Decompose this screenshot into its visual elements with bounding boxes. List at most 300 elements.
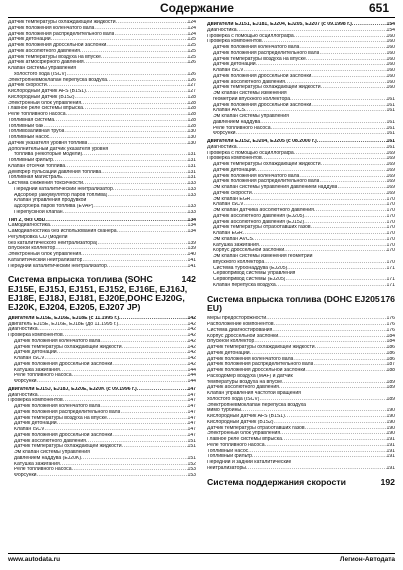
toc-page-ref: 140 (187, 252, 196, 257)
toc-entry-title: Реле топливного насоса (8, 112, 66, 117)
page-title: Содержание (160, 1, 234, 15)
toc-entry-title: Датчик температуры охлаждающей жидкости (14, 444, 122, 450)
toc-page-ref: 161 (386, 96, 395, 102)
toc-entry-title: Катушка зажигания (213, 242, 259, 248)
toc-page-ref: 147 (187, 432, 196, 438)
toc-entry-title: Датчик положения распределительного вала (8, 31, 115, 37)
toc-entry-title: Клапан AVCS (213, 108, 246, 114)
toc-entry-title: Реле топливного насоса (14, 373, 72, 379)
toc-page-ref: 133 (187, 209, 196, 215)
toc-entry-title: Двигатели EJ151, EJ181, EJ204, EJ205, EJ207 (с 09.1998 г.) (207, 22, 352, 27)
toc-page-ref: 124 (187, 31, 196, 37)
toc-entry-title: Система турбонаддува (EJ205) (213, 265, 288, 271)
toc-section-title: Система впрыска топлива (DOHC EJ205 EU) (207, 293, 380, 313)
toc-entry-title: Датчик положения дроссельной заслонки (213, 102, 312, 108)
toc-page-ref: 127 (187, 83, 196, 89)
toc-page-ref: 191 (386, 448, 395, 454)
toc-entry-title: Система снижения токсичности (8, 181, 84, 186)
toc-leader-dots (236, 131, 387, 137)
toc-entry-title: топлива (некоторые модели) (14, 152, 83, 158)
toc-page-ref: 170 (386, 202, 395, 208)
toc-entry-title: Клапан ISCV (213, 68, 244, 73)
toc-entry-title: Диагностика (8, 392, 38, 398)
toc-page-ref: 130 (187, 140, 196, 146)
toc-page-ref: 125 (187, 43, 196, 48)
toc-entry-title: Клапан системы управления (8, 66, 76, 71)
toc-entry-title: Передний каталитический нейтрализатор (14, 186, 113, 192)
toc-page-ref: 171 (386, 265, 395, 271)
toc-leader-dots (37, 473, 188, 479)
toc-entry-title: Дополнительный датчик указателя уровня (8, 146, 109, 152)
toc-page-ref: 161 (386, 108, 395, 114)
toc-entry-title: Датчик положения коленчатого вала (213, 45, 300, 50)
toc-page-ref: 160 (386, 39, 395, 45)
toc-page-ref: 160 (386, 50, 395, 56)
toc-entry-title: Проверка компонентов (8, 333, 63, 339)
toc-entry-title: Корпус дроссельной заслонки (207, 333, 279, 339)
toc-entry-title: Расположение компонентов (207, 322, 274, 328)
toc-entry-title: давлением наддува (213, 119, 261, 125)
toc-entry-title: Сервопривод системы (EJ205) (213, 277, 286, 282)
toc-page-ref: 125 (187, 54, 196, 60)
toc-page-ref: 128 (187, 117, 196, 123)
page-header (0, 0, 403, 17)
toc-entry[interactable] (8, 264, 196, 270)
toc-entry-title: Датчик абсолютного давления (EJ152) (213, 219, 305, 225)
toc-page-ref: 160 (386, 79, 395, 85)
toc-page-ref: 170 (386, 196, 395, 202)
toc-entry-title: Катушка зажигания (14, 461, 60, 467)
toc-page-ref: 176 (386, 316, 395, 322)
toc-page-ref: 144 (187, 379, 196, 385)
toc-page-ref: 133 (187, 192, 196, 198)
toc-entry-title: Электронный блок управления (8, 100, 82, 106)
toc-page-ref: 160 (386, 45, 395, 50)
toc-leader-dots (37, 379, 188, 385)
toc-entry-title: Датчик детонации (213, 62, 256, 68)
toc-page-ref: 189 (386, 396, 395, 402)
toc-entry-title: Клапан ISCV (213, 202, 244, 208)
toc-page-ref: 128 (187, 100, 196, 106)
toc-page-ref: 190 (386, 425, 395, 431)
toc-entry-title: Клапан управления продувкой (14, 198, 87, 204)
toc-page-ref: 128 (187, 94, 196, 100)
toc-entry-title: Топливная магистраль (8, 175, 62, 181)
toc-page-ref: 169 (386, 179, 395, 185)
toc-page-ref: 189 (386, 379, 395, 385)
toc-page-ref: 169 (386, 190, 395, 196)
toc-entry-title: Датчик положения дроссельной заслонки (14, 432, 113, 438)
toc-page-ref: 176 (386, 322, 395, 328)
toc-entry-title: Двигатели EJ15J, EJ18J, EJ20E, EJ20K (с 09.1996 г.) (8, 386, 137, 392)
toc-page-ref: 171 (386, 282, 395, 288)
toc-page-ref: 190 (386, 419, 395, 425)
toc-page-ref: 186 (386, 345, 395, 351)
toc-entry-title: Клапан управления частотой вращения (207, 391, 301, 397)
toc-page-ref: 191 (386, 437, 395, 443)
toc-entry-title: Датчик положения коленчатого вала (8, 25, 95, 31)
page-number: 651 (368, 1, 389, 15)
toc-page-ref: 147 (187, 404, 196, 410)
toc-entry-title: Электропневмоклапан перепуска воздуха (207, 402, 307, 408)
toc-page-ref: 133 (187, 186, 196, 192)
toc-entry-title: Датчик положения дроссельной заслонки (14, 361, 113, 367)
toc-page-ref: 142 (187, 356, 196, 362)
toc-page-ref: 186 (386, 350, 395, 356)
toc-entry-title: Эм клапан датчика абсолютного давления (213, 208, 314, 213)
toc-entry-title: Диагностика (207, 144, 237, 150)
toc-page-ref: 170 (386, 219, 395, 225)
toc-page-ref: 170 (386, 259, 395, 265)
toc-page-ref: 131 (187, 152, 196, 158)
toc-entry-title: холостого хода (ISCV) (207, 396, 260, 402)
toc-page-ref: 153 (187, 467, 196, 473)
toc-entry-title: Клапан ISCV (14, 356, 45, 362)
toc-page-ref: 127 (187, 89, 196, 94)
toc-page-ref: 190 (386, 408, 395, 414)
toc-page-ref: 170 (386, 236, 395, 242)
toc-entry-title: Регулировка CO (модели (8, 234, 68, 240)
toc-page-ref: 142 (187, 333, 196, 339)
toc-entry-title: Датчик температуры охлаждающей жидкости (213, 162, 321, 167)
toc-entry-title: Система диагностирования (207, 327, 273, 333)
toc-page-ref: 154 (386, 22, 395, 27)
header-rule (8, 17, 395, 18)
toc-entry-title: Расходомер воздуха (MAF) и датчик (207, 373, 293, 379)
toc-entry-title: Датчик положения коленчатого вала (207, 356, 294, 362)
toc-page-ref: 139 (187, 240, 196, 246)
toc-entry[interactable] (207, 131, 395, 137)
toc-page-ref: 186 (386, 356, 395, 362)
toc-page-ref: 133 (187, 204, 196, 209)
toc-entry-title: Проверка с помощью осциллографа (207, 33, 294, 39)
toc-page-ref: 161 (386, 102, 395, 108)
toc-page-ref: 170 (386, 231, 395, 236)
toc-entry-title: Впускной коллектор (8, 246, 56, 252)
toc-entry-title: Катушка зажигания (14, 367, 60, 373)
toc-page-ref: 124 (187, 20, 196, 25)
toc-entry-title: Форсунки (14, 473, 37, 479)
toc-leader-dots (63, 210, 188, 216)
toc-page-ref: 170 (386, 242, 395, 248)
toc-entry-title: Клапан перепуска воздуха (213, 282, 276, 288)
toc-page-ref: 126 (187, 60, 196, 66)
toc-page-ref: 141 (187, 257, 196, 263)
toc-entry[interactable] (8, 473, 196, 479)
toc-page-ref: 124 (187, 25, 196, 31)
toc-entry-title: Датчик положения распределительного вала (14, 409, 121, 415)
toc-page-ref: 142 (181, 274, 196, 285)
toc-page-ref: 184 (386, 339, 395, 345)
toc-entry-title: Датчик температуры охлаждающей жидкости (14, 344, 122, 350)
toc-page-ref: 142 (187, 338, 196, 344)
toc-entry-title: впускного коллектора (213, 259, 265, 265)
toc-entry-title: Форсунки (213, 131, 236, 137)
toc-page-ref: 131 (187, 158, 196, 163)
toc-entry-title: Датчик положения коленчатого вала (14, 404, 101, 410)
toc-entry-title: Датчик детонации (14, 350, 57, 356)
toc-page-ref: 169 (386, 156, 395, 162)
toc-entry-title: Эм клапан системы управления (213, 114, 289, 119)
toc-page-ref: 142 (187, 321, 196, 327)
toc-page-ref: 142 (187, 327, 196, 333)
toc-page-ref: 130 (187, 135, 196, 140)
toc-page-ref: 134 (187, 217, 196, 223)
toc-entry[interactable] (207, 283, 395, 289)
toc-entry-title: Двигатели EJ15E, EJ16E, EJ18E (с 11.1995 г.) (8, 315, 120, 321)
toc-page-ref: 170 (386, 248, 395, 254)
toc-entry-title: Датчик положения распределительного вала (207, 362, 314, 368)
toc-entry-title: Проверка компонентов (207, 39, 262, 45)
toc-page-ref: 151 (187, 455, 196, 461)
toc-entry-title: Топливный бак (8, 123, 44, 129)
toc-right-column (207, 20, 395, 490)
toc-page-ref: 160 (386, 73, 395, 79)
toc-page-ref: 190 (386, 414, 395, 420)
toc-entry-title: Датчик положения распределительного вала (213, 50, 320, 56)
toc-entry-title: Корпус дроссельной заслонки (213, 248, 285, 254)
toc-left-column (8, 20, 196, 479)
toc-section-heading[interactable] (8, 275, 196, 313)
toc-page-ref: 160 (386, 68, 395, 73)
toc-page-ref: 133 (187, 181, 196, 186)
toc-page-ref: 147 (187, 427, 196, 433)
toc-entry-title: Датчик положения дроссельной заслонки (8, 43, 107, 48)
toc-entry-title: Меры предосторожности (207, 316, 267, 322)
toc-entry-title: Форсунки (14, 379, 37, 385)
toc-page-ref: 142 (187, 361, 196, 367)
toc-entry-title: Датчик указателя уровня топлива (8, 140, 88, 146)
toc-page-ref: 187 (386, 362, 395, 368)
toc-entry-title: Датчик абсолютного давления (14, 438, 86, 444)
toc-entry-title: Главное реле системы впрыска (207, 437, 282, 443)
toc-page-ref: 126 (187, 71, 196, 77)
toc-page-ref: 141 (187, 263, 196, 269)
toc-page-ref: 191 (386, 465, 395, 471)
toc-entry-title: Датчик температуры охлаждающей жидкости (8, 20, 116, 25)
toc-page-ref: 153 (187, 473, 196, 479)
toc-entry-title: холостого хода (ISCV) (14, 71, 67, 77)
toc-page-ref: 161 (386, 139, 395, 144)
toc-entry-title: Топливозаливная труба (8, 129, 65, 135)
toc-entry-title: Датчик температуры воздуха на впуске (213, 56, 306, 62)
toc-entry-title: Топливный фильтр (207, 454, 252, 460)
toc-entry-title: мимо турбины (207, 408, 242, 414)
toc-entry-title: Датчик положения дроссельной заслонки (207, 368, 306, 374)
toc-entry-title: Перепускной клапан (14, 209, 63, 215)
toc-entry-title: Адсорбер (аккумулятор паров топлива) (14, 192, 108, 198)
toc-entry-title: Датчик абсолютного давления (207, 385, 279, 391)
toc-entry-title: Эм клапан системы изменения геометрии (213, 254, 313, 259)
toc-page-ref: 142 (187, 315, 196, 321)
toc-entry-title: Тип 2, без OBD (8, 217, 46, 223)
toc-page-ref: 144 (187, 373, 196, 379)
toc-entry-title: Диагностика (8, 327, 38, 333)
toc-entry-title: Датчик скорости (8, 83, 47, 89)
toc-entry-title: Демпфер пульсаций давления топлива (8, 169, 102, 175)
toc-page-ref: 151 (187, 444, 196, 450)
toc-page-ref: 130 (187, 129, 196, 135)
toc-page-ref: 190 (386, 431, 395, 437)
toc-entry-title: Датчик детонации (207, 350, 250, 356)
toc-page-ref: 144 (187, 367, 196, 373)
toc-page-ref: 169 (386, 162, 395, 167)
toc-entry-title: Датчик абсолютного давления (8, 48, 80, 54)
toc-entry-title: Датчик абсолютного давления (EJ205) (213, 213, 305, 219)
toc-entry-title: адсорбера паров топлива (EVAP) (14, 204, 94, 209)
toc-entry-title: Датчик атмосферного давления (8, 60, 84, 66)
toc-page-ref: 170 (386, 225, 395, 231)
toc-page-ref: 147 (187, 386, 196, 392)
toc-page-ref: 170 (386, 208, 395, 213)
toc-entry-title: Датчик положения дроссельной заслонки (213, 73, 312, 79)
toc-leader-dots (246, 466, 387, 472)
toc-page-ref: 171 (386, 277, 395, 282)
toc-entry-title: Кислородный датчик AFS (B1S1) (207, 414, 285, 420)
toc-entry-title: Впускной коллектор (207, 339, 255, 345)
toc-entry-title: Эм клапан AVCS (213, 236, 253, 242)
toc-entry-title: Проверка компонентов (207, 156, 262, 162)
toc-page-ref: 131 (187, 163, 196, 169)
toc-page-ref: 191 (386, 442, 395, 448)
toc-page-ref: 161 (386, 131, 395, 137)
toc-page-ref: 126 (187, 77, 196, 83)
toc-entry-title: Датчик детонации (14, 421, 57, 427)
toc-entry-title: Каталитический нейтрализатор (8, 257, 83, 263)
toc-entry-title: Клапан EGR (213, 231, 243, 236)
toc-section-heading[interactable] (207, 295, 395, 314)
toc-page-ref: 147 (187, 392, 196, 398)
toc-section-heading[interactable] (207, 478, 395, 487)
toc-entry-title: Топливный фильтр (8, 158, 53, 163)
toc-page-ref: 134 (187, 229, 196, 234)
toc-entry-title: Проверка компонентов (8, 398, 63, 404)
toc-entry-title: Датчик абсолютного давления (213, 79, 285, 85)
toc-entry-title: Диагностика (207, 27, 237, 33)
toc-entry-title: Эм клапан системы управления (14, 450, 90, 456)
toc-page-ref: 147 (187, 421, 196, 427)
toc-entry-title: Электронный блок управления (207, 431, 281, 437)
toc-entry-title: Электронный блок управления (8, 252, 82, 257)
toc-entry-title: Датчик скорости (213, 190, 252, 196)
toc-page-ref: 188 (386, 368, 395, 374)
toc-entry-title: Датчик положения распределительного вала (213, 179, 320, 185)
toc-entry-title: Клапан ISCV (14, 427, 45, 433)
toc-page-ref: 170 (386, 213, 395, 219)
toc-entry-title: Реле топливного насоса (207, 442, 265, 448)
toc-entry-title: нейтрализаторы (207, 465, 246, 471)
toc-page-ref: 131 (187, 169, 196, 175)
toc-entry-title: Проверка с помощью осциллографа (207, 150, 294, 156)
toc-page-ref: 142 (187, 350, 196, 356)
toc-page-ref: 169 (386, 185, 395, 190)
toc-entry-title: Главное реле системы впрыска (8, 106, 83, 112)
toc-entry-title: Реле топливного насоса (213, 125, 271, 131)
toc-page-ref: 160 (386, 85, 395, 91)
toc-page-ref: 169 (386, 150, 395, 156)
toc-page-ref: 134 (187, 223, 196, 229)
toc-page-ref: 151 (187, 438, 196, 444)
toc-entry-title: температуры воздуха на впуске (207, 379, 283, 385)
toc-entry-title: Электропневмоклапан перепуска воздуха (8, 77, 108, 83)
toc-page-ref: 176 (386, 327, 395, 333)
toc-entry-title: Кислородный датчик (B1S2) (207, 419, 274, 425)
toc-page-ref: 161 (386, 119, 395, 125)
toc-entry-title: Реле топливного насоса (14, 467, 72, 473)
toc-page-ref: 169 (386, 173, 395, 179)
toc-entry-title: Датчик температуры отработавших газов (213, 225, 311, 231)
footer-url[interactable]: www.autodata.ru (8, 556, 61, 563)
toc-entry-title: Топливная система (8, 117, 55, 123)
toc-entry-title: Датчик температуры охлаждающей жидкости (213, 85, 321, 91)
footer-publisher: Легион-Автодата (339, 556, 395, 563)
toc-page-ref: 191 (386, 454, 395, 460)
toc-entry-title: Эм клапан системы управления давлением наддува (213, 185, 338, 190)
toc-page-ref: 128 (187, 106, 196, 112)
toc-entry-title: Датчик температуры воздуха на впуске (14, 415, 107, 421)
toc-entry-title: Эм клапан EGR (213, 196, 251, 202)
toc-entry-title: Датчик температуры воздуха на впуске (8, 54, 101, 60)
toc-page-ref: 160 (386, 62, 395, 68)
toc-entry-title: Датчик температуры охлаждающей жидкости (207, 345, 315, 351)
toc-page-ref: 176 (380, 293, 395, 304)
toc-page-ref: 125 (187, 37, 196, 43)
toc-entry-title: Самодиагностика без использования сканера (8, 229, 117, 234)
toc-entry-title: Датчик положения коленчатого вала (14, 338, 101, 344)
toc-page-ref: 128 (187, 112, 196, 117)
toc-entry-title: Двигатели EJ152, EJ204, EJ205 (с 08.2000 г.) (207, 139, 317, 144)
toc-entry-title: Передний каталитический нейтрализатор (8, 263, 107, 269)
toc-entry-title: Передний и задний каталитические (207, 460, 292, 466)
toc-page-ref: 147 (187, 409, 196, 415)
toc-entry-title: геометрии впускного коллектора (213, 96, 291, 102)
toc-page-ref: 184 (386, 333, 395, 339)
toc-entry[interactable] (207, 466, 395, 472)
toc-page-ref: 128 (187, 123, 196, 129)
toc-page-ref: 161 (386, 144, 395, 150)
toc-entry-title: Датчик положения коленчатого вала (213, 173, 300, 179)
toc-entry-title: Кислородный датчик AFS (B1S1) (8, 89, 86, 94)
toc-page-ref: 160 (386, 56, 395, 62)
toc-page-ref: 152 (187, 461, 196, 467)
toc-page-ref: 125 (187, 48, 196, 54)
toc-entry-title: Датчик детонации (213, 167, 256, 173)
toc-entry-title: Топливный насос (8, 135, 50, 140)
toc-entry-title: Датчик детонации (8, 37, 51, 43)
toc-entry-title: Самодиагностика (8, 223, 50, 229)
toc-entry[interactable] (8, 379, 196, 385)
toc-entry-title: Двигатель EJ15E, EJ16E, EJ18E (до 11.1995 г.) (8, 321, 119, 327)
toc-entry[interactable] (8, 210, 196, 216)
toc-page-ref: 169 (386, 167, 395, 173)
toc-page-ref: 160 (386, 33, 395, 39)
toc-section-title: Система впрыска топлива (SOHC EJ15E, EJ15J, EJ151, EJ152, EJ16E, EJ16J, EJ18E, EJ18J, EJ181, EJ20E,DOHC EJ20G, EJ20K, EJ204, EJ205, EJ207 JP) (8, 274, 188, 313)
toc-leader-dots (276, 283, 387, 289)
toc-section-title: Система поддержания скорости (207, 476, 346, 487)
toc-page-ref: 147 (187, 415, 196, 421)
toc-page-ref: 192 (380, 476, 395, 487)
toc-page-ref: 161 (386, 125, 395, 131)
toc-leader-dots (107, 264, 188, 270)
toc-page-ref: 139 (187, 246, 196, 252)
toc-entry-title: Сервопривод системы управления (213, 271, 296, 277)
toc-entry-title: Эм клапан системы изменения (213, 91, 287, 96)
toc-entry-title: давлением наддува (EJ20K) (14, 455, 82, 461)
page-footer (8, 554, 395, 566)
toc-page-ref: 147 (187, 398, 196, 404)
toc-entry-title: Топливный насос (207, 448, 249, 454)
toc-page-ref: 142 (187, 344, 196, 350)
